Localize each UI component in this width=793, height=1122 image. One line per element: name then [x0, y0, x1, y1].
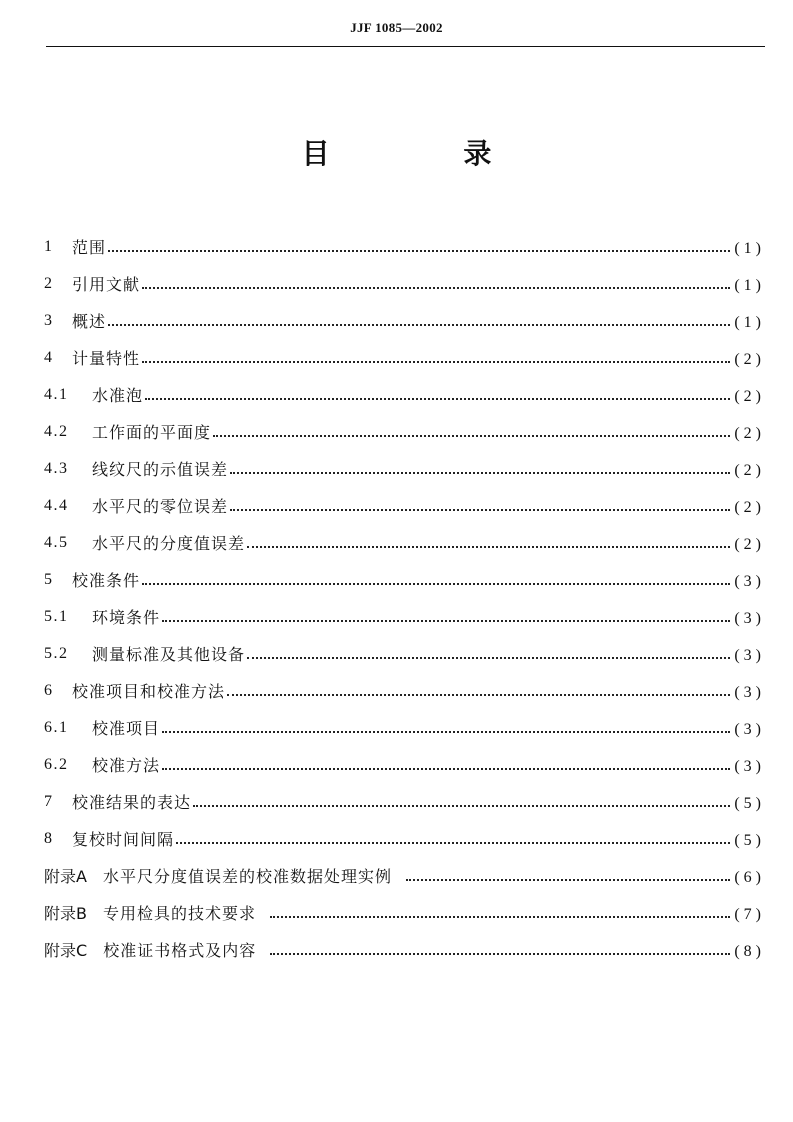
toc-entry[interactable] [44, 413, 765, 450]
toc-entry-page: (3) [734, 757, 765, 775]
toc-entry-page: (5) [734, 831, 765, 849]
toc-entry[interactable] [44, 487, 765, 524]
toc-entry-page: (3) [734, 683, 765, 701]
toc-entry-number: 2 [44, 274, 54, 292]
dot-leader [162, 768, 730, 770]
toc-entry-title: 专用检具的技术要求 [102, 904, 256, 923]
toc-entry[interactable] [44, 783, 765, 820]
toc-entry-page: (2) [734, 424, 765, 442]
toc-entry-number: 7 [44, 792, 54, 810]
toc-entry[interactable] [44, 598, 765, 635]
toc-entry-number: 6 [44, 681, 54, 699]
dot-leader [227, 694, 730, 696]
toc-entry-title: 复校时间间隔 [72, 830, 175, 849]
toc-entry[interactable] [44, 302, 765, 339]
dot-leader [162, 731, 730, 733]
toc-entry-number: 6.1 [44, 718, 69, 736]
toc-entry-page: (2) [734, 387, 765, 405]
toc-entry-page: (3) [734, 646, 765, 664]
toc-entry-number: 5.1 [44, 607, 69, 625]
toc-entry-title: 计量特性 [72, 349, 141, 368]
toc-entry[interactable] [44, 561, 765, 598]
dot-leader [230, 472, 730, 474]
dot-leader [142, 361, 730, 363]
dot-leader [108, 250, 730, 252]
dot-leader [142, 287, 730, 289]
toc-entry-title: 概述 [72, 312, 107, 331]
toc-entry-title: 工作面的平面度 [92, 423, 212, 442]
dot-leader [406, 879, 730, 881]
toc-entry[interactable] [44, 709, 765, 746]
dot-leader [270, 953, 730, 955]
dot-leader [193, 805, 730, 807]
toc-entry-page: (5) [734, 794, 765, 812]
toc-entry-number: 附录B [44, 904, 87, 923]
toc-entry-page: (8) [734, 942, 765, 960]
toc-entry[interactable] [44, 672, 765, 709]
toc-entry-title: 线纹尺的示值误差 [92, 460, 229, 479]
toc-entry-title: 水平尺的分度值误差 [92, 534, 246, 553]
toc-entry-number: 5 [44, 570, 54, 588]
dot-leader [142, 583, 730, 585]
toc-entry[interactable] [44, 894, 765, 931]
dot-leader [247, 657, 730, 659]
toc-entry-number: 4.3 [44, 459, 69, 477]
toc-entry-title: 水平尺的零位误差 [92, 497, 229, 516]
toc-entry-number: 4.4 [44, 496, 69, 514]
toc-entry-page: (2) [734, 350, 765, 368]
toc-entry-page: (2) [734, 498, 765, 516]
toc-entry[interactable] [44, 635, 765, 672]
toc-entry[interactable] [44, 450, 765, 487]
toc-entry-page: (6) [734, 868, 765, 886]
toc-entry[interactable] [44, 339, 765, 376]
toc-entry-page: (1) [734, 313, 765, 331]
toc-entry-page: (1) [734, 276, 765, 294]
page-title: 目 录 [301, 137, 554, 170]
dot-leader [145, 398, 730, 400]
toc-entry-title: 测量标准及其他设备 [92, 645, 246, 664]
toc-entry-number: 4.2 [44, 422, 69, 440]
toc-entry-number: 1 [44, 237, 54, 255]
dot-leader [247, 546, 730, 548]
toc-entry-number: 4 [44, 348, 54, 366]
toc-entry-page: (1) [734, 239, 765, 257]
table-of-contents [44, 228, 765, 968]
toc-entry-number: 附录A [44, 867, 87, 886]
dot-leader [162, 620, 730, 622]
toc-entry-page: (2) [734, 461, 765, 479]
dot-leader [230, 509, 730, 511]
toc-entry-title: 环境条件 [92, 608, 161, 627]
toc-entry-number: 4.5 [44, 533, 69, 551]
toc-entry-title: 校准项目 [92, 719, 161, 738]
toc-entry-number: 3 [44, 311, 54, 329]
dot-leader [213, 435, 730, 437]
toc-entry-number: 5.2 [44, 644, 69, 662]
toc-entry-title: 引用文献 [72, 275, 141, 294]
toc-entry-title: 校准项目和校准方法 [72, 682, 226, 701]
toc-entry-number: 4.1 [44, 385, 69, 403]
toc-entry-title: 水平尺分度值误差的校准数据处理实例 [102, 867, 392, 886]
toc-entry-title: 校准方法 [92, 756, 161, 775]
toc-entry[interactable] [44, 524, 765, 561]
dot-leader [108, 324, 730, 326]
toc-entry[interactable] [44, 857, 765, 894]
dot-leader [270, 916, 730, 918]
toc-entry-number: 8 [44, 829, 54, 847]
toc-entry[interactable] [44, 820, 765, 857]
toc-entry-title: 水准泡 [92, 386, 144, 405]
toc-entry[interactable] [44, 931, 765, 968]
toc-entry[interactable] [44, 746, 765, 783]
dot-leader [176, 842, 730, 844]
toc-entry-number: 附录C [44, 941, 88, 960]
toc-entry[interactable] [44, 376, 765, 413]
toc-entry-page: (3) [734, 572, 765, 590]
toc-entry-page: (2) [734, 535, 765, 553]
toc-entry-title: 校准证书格式及内容 [103, 941, 257, 960]
toc-entry-page: (3) [734, 609, 765, 627]
toc-entry-page: (7) [734, 905, 765, 923]
toc-entry[interactable] [44, 265, 765, 302]
toc-entry-number: 6.2 [44, 755, 69, 773]
toc-entry-title: 校准条件 [72, 571, 141, 590]
toc-entry-page: (3) [734, 720, 765, 738]
toc-entry-title: 范围 [72, 238, 107, 257]
running-header: JJF 1085—2002 [350, 20, 443, 35]
toc-entry-title: 校准结果的表达 [72, 793, 192, 812]
header-rule [46, 46, 765, 47]
toc-entry[interactable] [44, 228, 765, 265]
